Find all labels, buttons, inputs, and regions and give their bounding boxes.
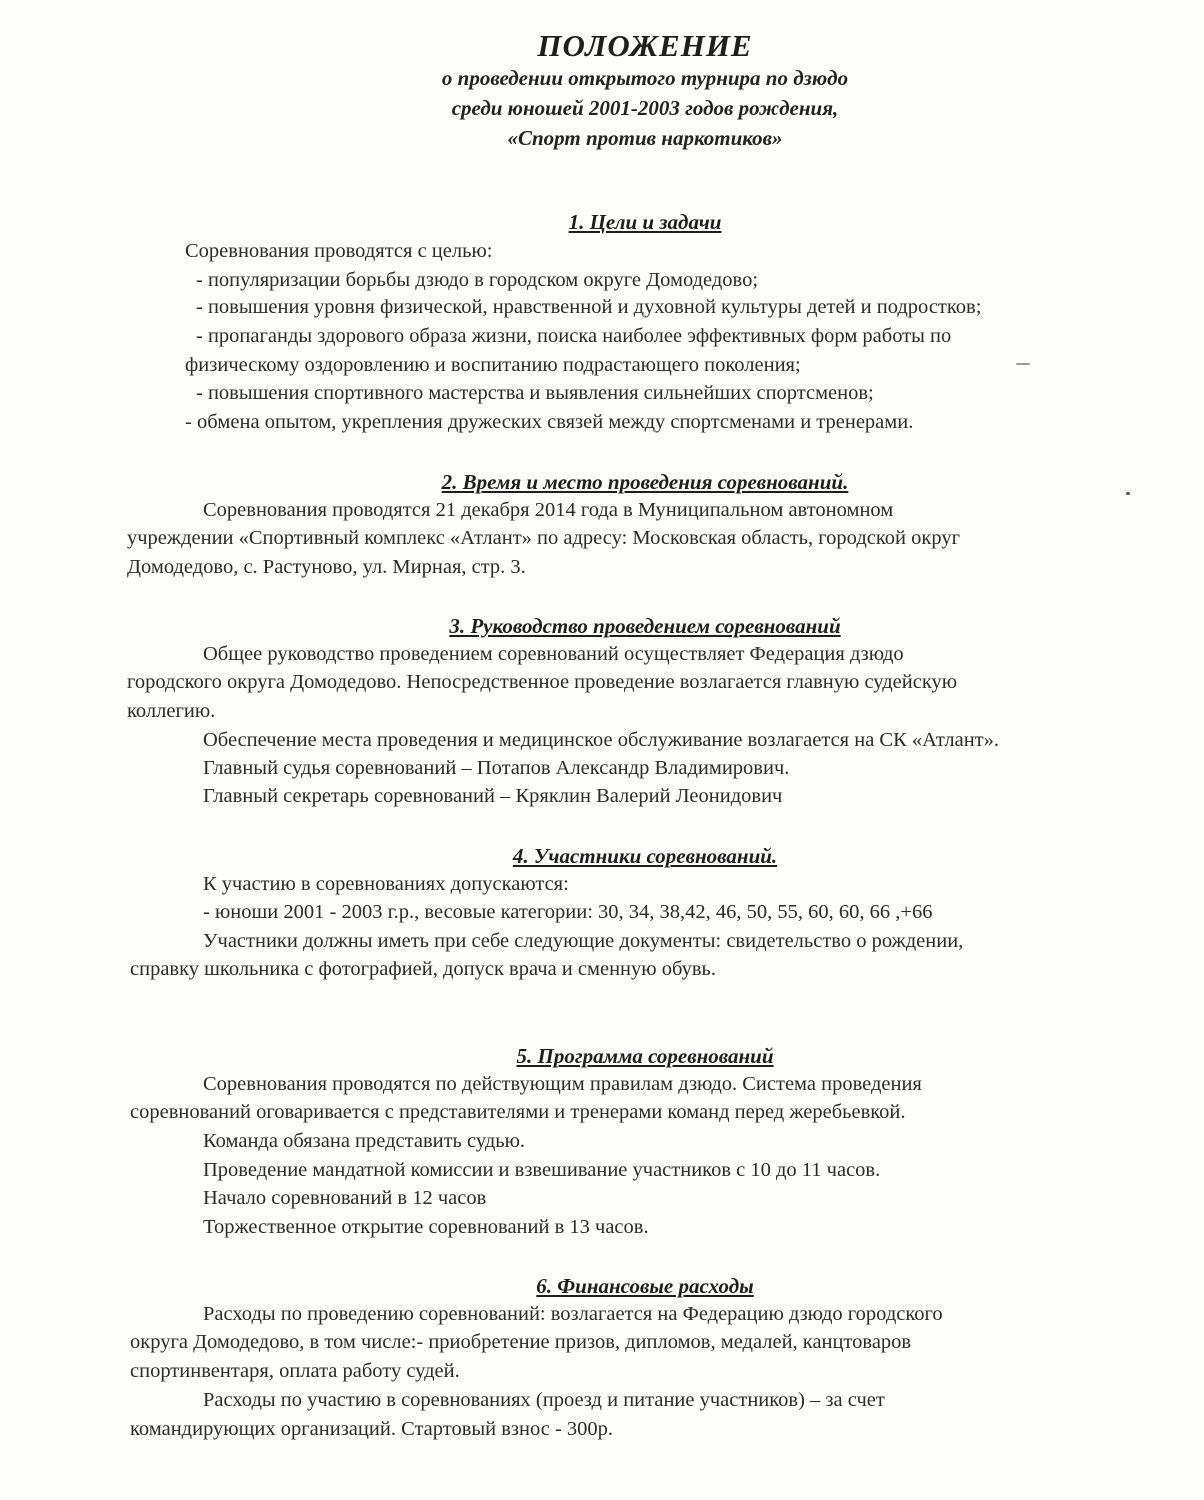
section-heading: 1. Цели и задачи <box>568 210 722 234</box>
section-heading: 4. Участники соревнований. <box>512 844 778 868</box>
scan-speck <box>1016 363 1030 365</box>
section-text-line: физическому оздоровлению и воспитанию подрастающего поколения; <box>185 354 801 376</box>
section-heading: 6. Финансовые расходы <box>536 1274 754 1298</box>
section-text-line: соревнований оговаривается с представителями и тренерами команд перед жеребьевкой. <box>130 1101 906 1123</box>
section-text-line: - юноши 2001 - 2003 г.р., весовые категории: 30, 34, 38,42, 46, 50, 55, 60, 60, 66 ,+66 <box>203 901 933 923</box>
scan-speck <box>1126 492 1130 495</box>
section-text-line: Соревнования проводятся 21 декабря 2014 года в Муниципальном автономном <box>203 499 894 521</box>
section-text-line: - популяризации борьбы дзюдо в городском округе Домодедово; <box>196 269 759 291</box>
section-text-line: Расходы по участию в соревнованиях (проезд и питание участников) – за счет <box>203 1389 885 1411</box>
section-text-line: - обмена опытом, укрепления дружеских связей между спортсменами и тренерами. <box>185 411 914 433</box>
section-text-line: Главный секретарь соревнований – Кряклин Валерий Леонидович <box>203 785 783 807</box>
section-heading: 5. Программа соревнований <box>516 1044 774 1068</box>
document-subtitle-line: среди юношей 2001-2003 годов рождения, <box>451 96 839 120</box>
section-text-line: Начало соревнований в 12 часов <box>203 1187 487 1209</box>
section-text-line: справку школьника с фотографией, допуск врача и сменную обувь. <box>130 958 717 980</box>
section-heading: 2. Время и место проведения соревнований. <box>441 470 849 494</box>
section-heading: 3. Руководство проведением соревнований <box>449 614 841 638</box>
section-text-line: Соревнования проводятся по действующим правилам дзюдо. Система проведения <box>203 1073 922 1095</box>
document-title: ПОЛОЖЕНИЕ <box>537 28 753 63</box>
section-text-line: Обеспечение места проведения и медицинское обслуживание возлагается на СК «Атлант». <box>203 729 1000 751</box>
section-text-line: коллегию. <box>127 700 216 722</box>
document-subtitle-line: о проведении открытого турнира по дзюдо <box>441 66 849 90</box>
section-text-line: - пропаганды здорового образа жизни, поиска наиболее эффективных форм работы по <box>196 325 952 347</box>
section-text-line: К участию в соревнованиях допускаются: <box>203 873 569 895</box>
section-text-line: Общее руководство проведением соревнований осуществляет Федерация дзюдо <box>203 643 904 665</box>
section-text-line: Торжественное открытие соревнований в 13 часов. <box>203 1216 649 1238</box>
section-text-line: учреждении «Спортивный комплекс «Атлант» по адресу: Московская область, городской округ <box>127 527 960 549</box>
section-text-line: Расходы по проведению соревнований: возлагается на Федерацию дзюдо городского <box>203 1303 943 1325</box>
section-text-line: городского округа Домодедово. Непосредственное проведение возлагается главную судейскую <box>127 671 958 693</box>
section-text-line: - повышения уровня физической, нравственной и духовной культуры детей и подростков; <box>196 296 982 318</box>
section-text-line: командирующих организаций. Стартовый взнос - 300р. <box>130 1418 614 1440</box>
section-text-line: - повышения спортивного мастерства и выявления сильнейших спортсменов; <box>196 382 874 404</box>
section-text-line: Команда обязана представить судью. <box>203 1130 526 1152</box>
document-subtitle-line: «Спорт против наркотиков» <box>507 126 783 150</box>
section-text-line: Соревнования проводятся с целью: <box>185 240 493 262</box>
section-text-line: Домодедово, с. Растуново, ул. Мирная, стр. 3. <box>127 556 526 578</box>
section-text-line: спортинвентаря, оплата работу судей. <box>130 1360 460 1382</box>
section-text-line: округа Домодедово, в том числе:- приобретение призов, дипломов, медалей, канцтоваров <box>130 1331 912 1353</box>
section-text-line: Главный судья соревнований – Потапов Александр Владимирович. <box>203 757 790 779</box>
section-text-line: Участники должны иметь при себе следующие документы: свидетельство о рождении, <box>203 930 964 952</box>
section-text-line: Проведение мандатной комиссии и взвешивание участников с 10 до 11 часов. <box>203 1159 881 1181</box>
